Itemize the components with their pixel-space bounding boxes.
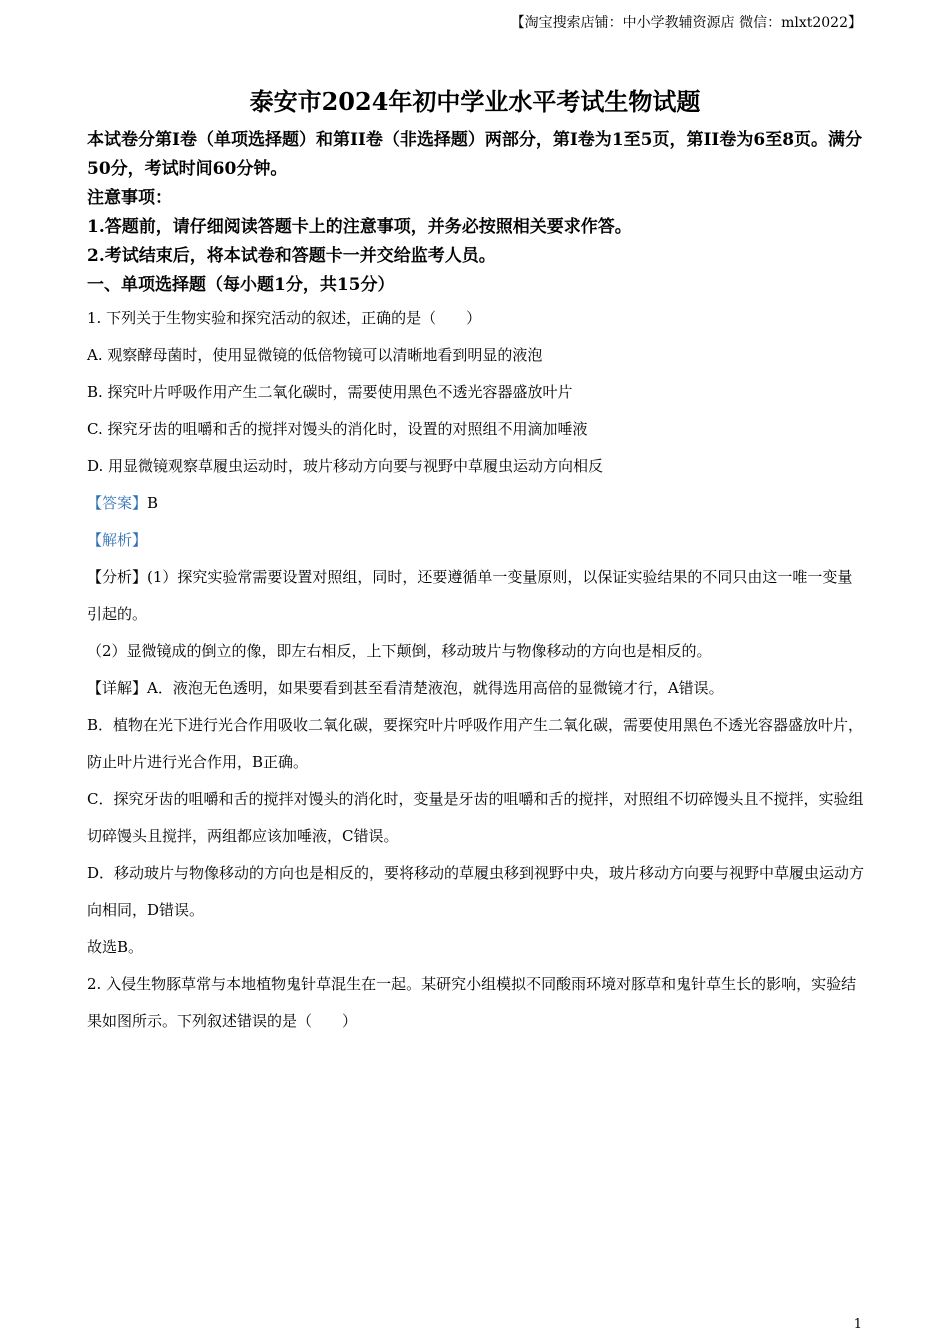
page-number: 1 [853,1317,862,1332]
detail-a: 【详解】A．液泡无色透明，如果要看到甚至看清楚液泡，就得选用高倍的显微镜才行，A错误。 [87,679,724,697]
detail-c: C．探究牙齿的咀嚼和舌的搅拌对馒头的消化时，变量是牙齿的咀嚼和舌的搅拌，对照组不切碎馒头且不搅拌，实验组切碎馒头且搅拌，两组都应该加唾液，C错误。 [87,790,864,845]
option-b: B. 探究叶片呼吸作用产生二氧化碳时，需要使用黑色不透光容器盛放叶片 [87,383,573,401]
notice-item-2: 2.考试结束后，将本试卷和答题卡一并交给监考人员。 [87,246,496,266]
notice-heading: 注意事项： [87,188,172,208]
question-2 [87,966,865,1040]
question-stem: 1. 下列关于生物实验和探究活动的叙述，正确的是（ ） [87,309,482,327]
analysis-paragraph-1: 【分析】(1）探究实验常需要设置对照组，同时，还要遵循单一变量原则，以保证实验结果的不同只由这一唯一变量引起的。 [87,568,853,623]
question-stem: 2. 入侵生物豚草常与本地植物鬼针草混生在一起。某研究小组模拟不同酸雨环境对豚草和鬼针草生长的影响，实验结果如图所示。下列叙述错误的是（ ） [87,975,857,1030]
document-body [87,126,865,1040]
analysis-tag: 【解析】 [87,531,148,549]
option-d: D. 用显微镜观察草履虫运动时，玻片移动方向要与视野中草履虫运动方向相反 [87,457,604,475]
exam-description: 本试卷分第I卷（单项选择题）和第II卷（非选择题）两部分，第I卷为1至5页，第II卷为6至8页。满分50分，考试时间60分钟。 [87,130,863,179]
conclusion: 故选B。 [87,938,144,956]
detail-b: B．植物在光下进行光合作用吸收二氧化碳，要探究叶片呼吸作用产生二氧化碳，需要使用黑色不透光容器盛放叶片，防止叶片进行光合作用，B正确。 [87,716,864,771]
analysis-paragraph-2: （2）显微镜成的倒立的像，即左右相反，上下颠倒，移动玻片与物像移动的方向也是相反的。 [87,642,712,660]
question-1 [87,300,865,966]
option-c: C. 探究牙齿的咀嚼和舌的搅拌对馒头的消化时，设置的对照组不用滴加唾液 [87,420,588,438]
header-note: 【淘宝搜索店铺：中小学教辅资源店 微信：mlxt2022】 [510,15,862,31]
answer-line [87,485,865,522]
section-heading: 一、单项选择题（每小题1分，共15分） [87,275,395,295]
option-a: A. 观察酵母菌时，使用显微镜的低倍物镜可以清晰地看到明显的液泡 [87,346,543,364]
page-title: 泰安市2024年初中学业水平考试生物试题 [249,87,701,116]
notice-item-1: 1.答题前，请仔细阅读答题卡上的注意事项，并务必按照相关要求作答。 [87,217,632,237]
answer-tag: 【答案】 [87,494,148,512]
analysis-tag-line [87,522,865,559]
exam-intro [87,126,865,300]
detail-d: D．移动玻片与物像移动的方向也是相反的，要将移动的草履虫移到视野中央，玻片移动方向要与视野中草履虫运动方向相同，D错误。 [87,864,865,919]
answer-value: B [147,494,159,512]
